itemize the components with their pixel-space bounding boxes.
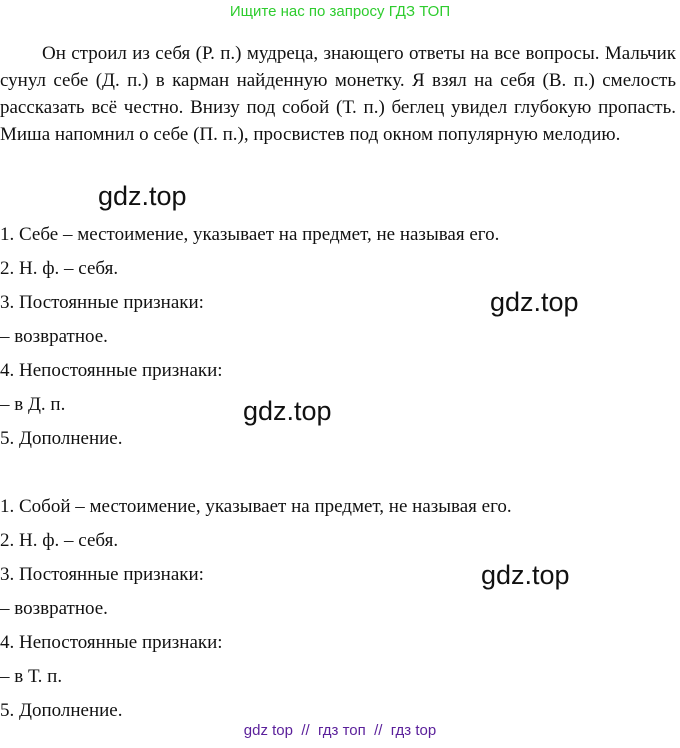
- site-footer: gdz top // гдз топ // гдз top: [243, 722, 437, 739]
- analysis2-line: 1. Собой – местоимение, указывает на предмет, не называя его.: [0, 496, 512, 517]
- analysis1-line: 1. Себе – местоимение, указывает на предмет, не называя его.: [0, 224, 500, 245]
- analysis2-line: 4. Непостоянные признаки:: [0, 632, 223, 653]
- watermark: gdz.top: [243, 396, 332, 426]
- analysis2-line: 5. Дополнение.: [0, 700, 123, 721]
- exercise-paragraph: Он строил из себя (Р. п.) мудреца, знающего ответы на все вопросы. Мальчик сунул себе (Д. п.) в карман найденную монетку. Я взял на себя (В. п.) смелость рассказать всё честно. Внизу под собой (Т. п.) беглец увидел глубокую пропасть. Миша напомнил о себе (П. п.), просвистев под окном популярную мелодию.: [0, 43, 676, 145]
- watermark: gdz.top: [490, 287, 579, 317]
- watermark: gdz.top: [98, 181, 187, 211]
- analysis1-line: 2. Н. ф. – себя.: [0, 258, 119, 279]
- analysis2-line: 3. Постоянные признаки:: [0, 564, 204, 585]
- site-banner: Ищите нас по запросу ГДЗ ТОП: [229, 3, 451, 20]
- analysis1-line: – возвратное.: [0, 326, 108, 347]
- analysis2-line: 2. Н. ф. – себя.: [0, 530, 119, 551]
- analysis1-line: 3. Постоянные признаки:: [0, 292, 204, 313]
- watermark: gdz.top: [481, 560, 570, 590]
- analysis2-line: – в Т. п.: [0, 666, 63, 687]
- analysis1-line: 5. Дополнение.: [0, 428, 123, 449]
- analysis2-line: – возвратное.: [0, 598, 108, 619]
- analysis1-line: 4. Непостоянные признаки:: [0, 360, 223, 381]
- analysis1-line: – в Д. п.: [0, 394, 66, 415]
